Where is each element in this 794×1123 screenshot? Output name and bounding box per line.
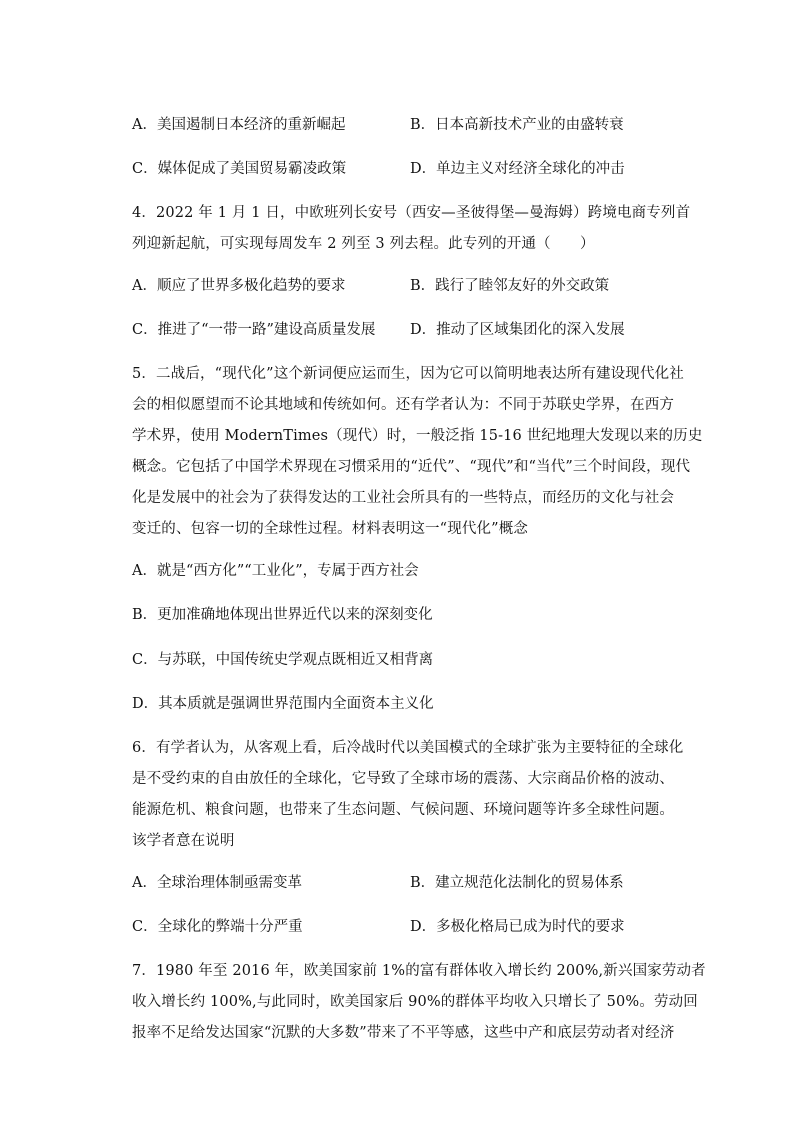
exam-page xyxy=(132,103,706,1053)
q6-stem-line: 该学者意在说明 xyxy=(132,833,235,849)
q5-stem-line: 化是发展中的社会为了获得发达的工业社会所具有的一些特点，而经历的文化与社会 xyxy=(132,490,675,506)
q5-stem-line: 5．二战后，“现代化”这个新词便应运而生，因为它可以简明地表达所有建设现代化社 xyxy=(132,366,684,382)
q4-stem xyxy=(132,192,691,264)
q4-options-row-2 xyxy=(132,309,664,354)
q3-option-d[interactable]: D．单边主义对经济全球化的冲击 xyxy=(410,161,625,178)
q5-stem xyxy=(132,353,703,549)
q6-stem-line: 能源危机、粮食问题，也带来了生态问题、气候问题、环境问题等许多全球性问题。 xyxy=(132,802,675,818)
q4-option-d[interactable]: D．推动了区域集团化的深入发展 xyxy=(410,322,625,339)
q5-option-a[interactable]: A．就是“西方化”“工业化”，专属于西方社会 xyxy=(132,562,419,579)
q3-options-row-2 xyxy=(132,148,664,193)
q6-options-row-1 xyxy=(132,861,664,906)
q3-option-b[interactable]: B．日本高新技术产业的由盛转衰 xyxy=(410,116,624,133)
q7-stem xyxy=(132,950,706,1053)
q5-stem-line: 变迁的、包容一切的全球性过程。材料表明这一“现代化”概念 xyxy=(132,521,529,537)
q5-option-c[interactable]: C．与苏联，中国传统史学观点既相近又相背离 xyxy=(132,651,434,668)
q7-stem-line: 7．1980 年至 2016 年，欧美国家前 1%的富有群体收入增长约 200%,新兴国家劳动者 xyxy=(132,963,706,979)
q6-option-a[interactable]: A．全球治理体制亟需变革 xyxy=(132,874,302,891)
q4-options-row-1 xyxy=(132,264,664,309)
q5-option-b[interactable]: B．更加准确地体现出世界近代以来的深刻变化 xyxy=(132,607,433,624)
q4-stem-line: 4．2022 年 1 月 1 日，中欧班列长安号（西安—圣彼得堡—曼海姆）跨境电商专列首 xyxy=(132,205,691,221)
q7-stem-line: 收入增长约 100%,与此同时，欧美国家后 90%的群体平均收入只增长了 50%。劳动回 xyxy=(132,994,698,1010)
q6-option-d[interactable]: D．多极化格局已成为时代的要求 xyxy=(410,919,625,936)
q4-option-b[interactable]: B．践行了睦邻友好的外交政策 xyxy=(410,277,610,294)
q5-stem-line: 会的相似愿望而不论其地域和传统如何。还有学者认为：不同于苏联史学界，在西方 xyxy=(132,397,675,413)
q3-options-row-1 xyxy=(132,103,664,148)
q6-stem-line: 6．有学者认为，从客观上看，后冷战时代以美国模式的全球扩张为主要特征的全球化 xyxy=(132,740,684,756)
q4-option-a[interactable]: A．顺应了世界多极化趋势的要求 xyxy=(132,277,346,294)
q4-option-c[interactable]: C．推进了“一带一路”建设高质量发展 xyxy=(132,322,376,339)
q4-stem-line: 列迎新起航，可实现每周发车 2 列至 3 列去程。此专列的开通（ ） xyxy=(132,236,595,252)
q6-options-row-2 xyxy=(132,906,664,951)
q6-option-b[interactable]: B．建立规范化法制化的贸易体系 xyxy=(410,874,624,891)
q3-option-a[interactable]: A．美国遏制日本经济的重新崛起 xyxy=(132,116,346,133)
q5-option-d[interactable]: D．其本质就是强调世界范围内全面资本主义化 xyxy=(132,696,434,713)
q7-stem-line: 报率不足给发达国家“沉默的大多数”带来了不平等感，这些中产和底层劳动者对经济 xyxy=(132,1025,675,1041)
q5-stem-line: 学术界，使用 ModernTimes（现代）时，一般泛指 15-16 世纪地理大发现以来的历史 xyxy=(132,428,703,444)
q6-stem-line: 是不受约束的自由放任的全球化，它导致了全球市场的震荡、大宗商品价格的波动、 xyxy=(132,771,675,787)
q6-stem xyxy=(132,727,684,861)
q5-stem-line: 概念。它包括了中国学术界现在习惯采用的“近代”、“现代”和“当代”三个时间段，现代 xyxy=(132,459,691,475)
q6-option-c[interactable]: C．全球化的弊端十分严重 xyxy=(132,919,303,936)
q3-option-c[interactable]: C．媒体促成了美国贸易霸凌政策 xyxy=(132,161,347,178)
